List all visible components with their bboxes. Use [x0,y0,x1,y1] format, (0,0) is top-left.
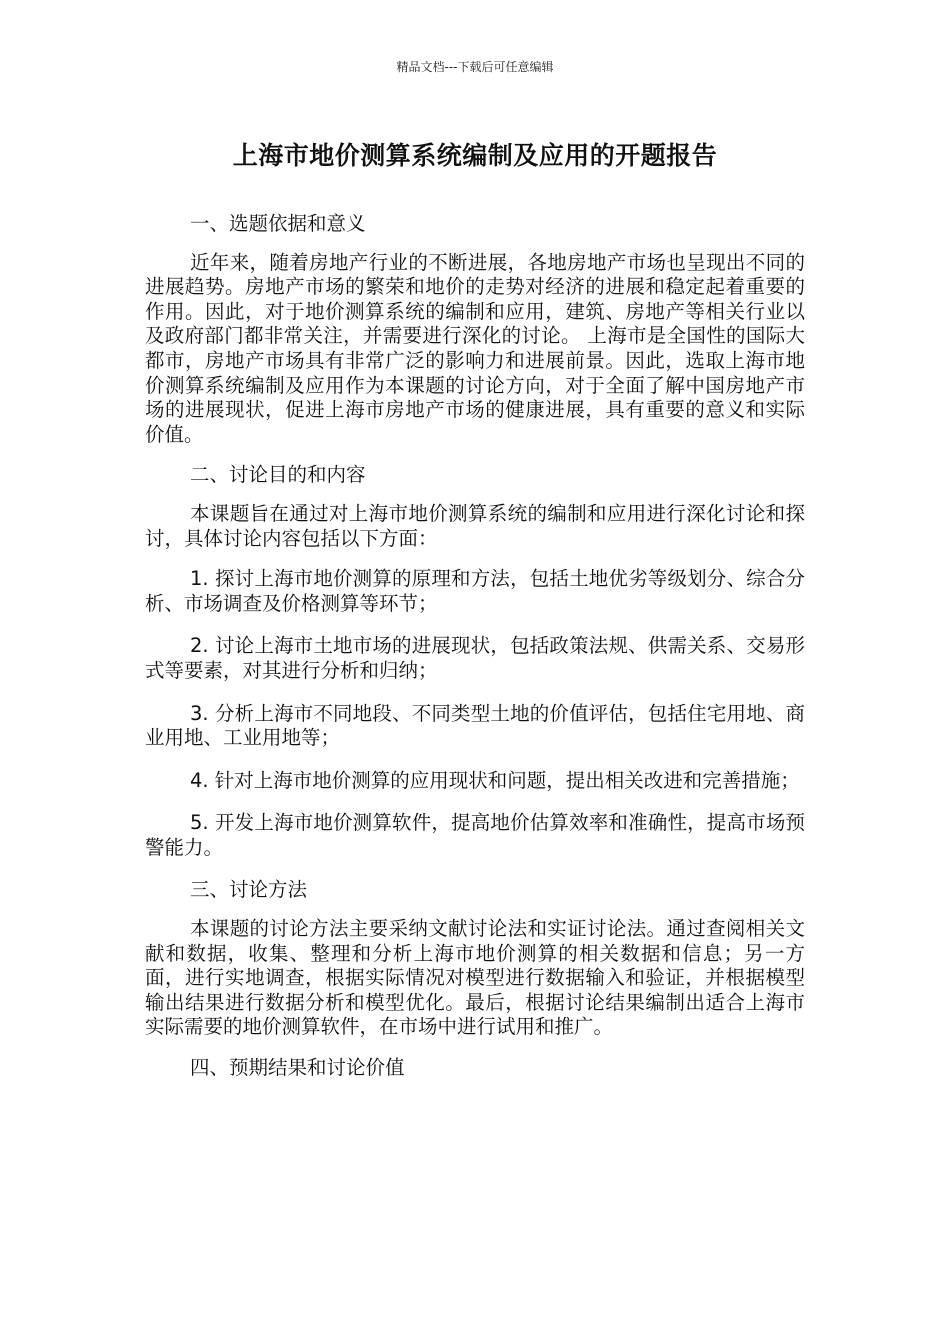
list-item: 3. 分析上海市不同地段、不同类型土地的价值评估，包括住宅用地、商业用地、工业用地等； [145,701,805,750]
section-heading-3: 三、讨论方法 [190,878,308,902]
list-item: 4. 针对上海市地价测算的应用现状和问题，提出相关改进和完善措施； [190,768,800,792]
list-item: 2. 讨论上海市土地市场的进展现状，包括政策法规、供需关系、交易形式等要素，对其进行分析和归纳； [145,634,805,682]
section-paragraph-1: 近年来，随着房地产行业的不断进展，各地房地产市场也呈现出不同的进展趋势。房地产市场的繁荣和地价的走势对经济的进展和稳定起着重要的作用。因此，对于地价测算系统的编制和应用，建筑、房地产等相关行业以及政府部门都非常关注，并需要进行深化的讨论。 上海市是全国性的国际大都市，房地产市场具有非常广泛的影响力和进展前景。因此，选取上海市地价测算系统编制及应用作为本课题的讨论方向，对于全面了解中国房地产市场的进展现状，促进上海市房地产市场的健康进展，具有重要的意义和实际价值。 [145,250,805,446]
section-paragraph-2: 本课题旨在通过对上海市地价测算系统的编制和应用进行深化讨论和探讨，具体讨论内容包括以下方面： [145,501,805,550]
list-item: 5. 开发上海市地价测算软件，提高地价估算效率和准确性，提高市场预警能力。 [145,811,805,859]
page-header: 精品文档---下载后可任意编辑 [396,60,554,74]
section-heading-2: 二、讨论目的和内容 [190,463,366,487]
document-title: 上海市地价测算系统编制及应用的开题报告 [232,141,718,170]
section-heading-4: 四、预期结果和讨论价值 [190,1056,405,1080]
document-body [145,212,805,1095]
section-heading-1: 一、选题依据和意义 [190,212,366,235]
section-paragraph-3: 本课题的讨论方法主要采纳文献讨论法和实证讨论法。通过查阅相关文献和数据，收集、整理和分析上海市地价测算的相关数据和信息；另一方面，进行实地调查，根据实际情况对模型进行数据输入和验证，并根据模型输出结果进行数据分析和模型优化。最后，根据讨论结果编制出适合上海市实际需要的地价测算软件，在市场中进行试用和推广。 [145,917,805,1039]
list-item: 1. 探讨上海市地价测算的原理和方法，包括土地优劣等级划分、综合分析、市场调查及价格测算等环节； [145,567,805,615]
